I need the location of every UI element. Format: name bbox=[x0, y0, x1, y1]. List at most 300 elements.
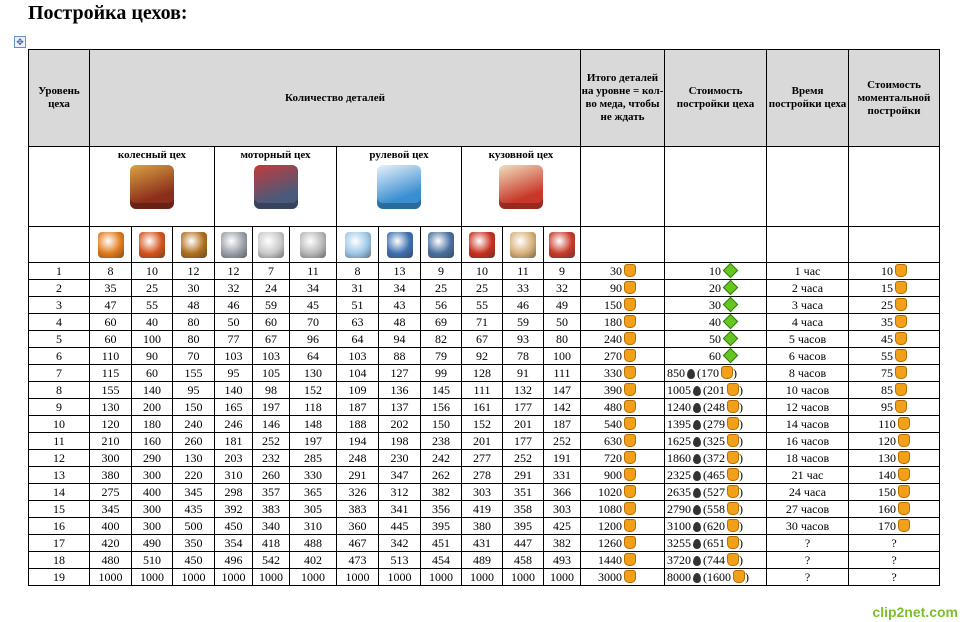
part-count-cell: 513 bbox=[379, 552, 421, 569]
honey-icon bbox=[727, 502, 739, 515]
paren-open: ( bbox=[703, 501, 707, 516]
total-cell bbox=[581, 552, 665, 569]
part-count-cell: 50 bbox=[544, 314, 581, 331]
table-row bbox=[29, 467, 940, 484]
total-value: 630 bbox=[604, 433, 622, 448]
workshop-cell bbox=[462, 147, 581, 227]
part-count-cell: 197 bbox=[253, 399, 290, 416]
part-count-cell: 300 bbox=[132, 467, 173, 484]
part-count-cell: 242 bbox=[421, 450, 462, 467]
honey-icon bbox=[733, 570, 745, 583]
paren-open: ( bbox=[703, 399, 707, 414]
part-count-cell: 1000 bbox=[462, 569, 503, 586]
level-cell: 13 bbox=[29, 467, 90, 484]
watermark: clip2net.com bbox=[872, 604, 958, 620]
cost-cell bbox=[665, 518, 767, 535]
part-count-cell: 98 bbox=[253, 382, 290, 399]
part-icon-cell bbox=[337, 227, 379, 263]
part-count-cell: 35 bbox=[90, 280, 132, 297]
page-title: Постройка цехов: bbox=[28, 2, 188, 24]
part-count-cell: 90 bbox=[132, 348, 173, 365]
table-row bbox=[29, 382, 940, 399]
level-cell: 14 bbox=[29, 484, 90, 501]
part-count-cell: 109 bbox=[337, 382, 379, 399]
part-count-cell: 32 bbox=[544, 280, 581, 297]
part-count-cell: 252 bbox=[503, 450, 544, 467]
part-count-cell: 425 bbox=[544, 518, 581, 535]
part-count-cell: 392 bbox=[215, 501, 253, 518]
paren-open: ( bbox=[703, 569, 707, 584]
oil-drop-icon bbox=[693, 471, 701, 481]
part-count-cell: 152 bbox=[462, 416, 503, 433]
total-value: 30 bbox=[610, 263, 622, 278]
instant-cell bbox=[849, 297, 940, 314]
bucket-part-icon bbox=[549, 232, 575, 258]
part-icon-cell bbox=[421, 227, 462, 263]
part-count-cell: 210 bbox=[90, 433, 132, 450]
empty-cell bbox=[767, 227, 849, 263]
part-count-cell: 146 bbox=[253, 416, 290, 433]
gem-icon bbox=[723, 262, 739, 278]
honey-icon bbox=[624, 468, 636, 481]
part-count-cell: 64 bbox=[290, 348, 337, 365]
oil-drop-icon bbox=[693, 522, 701, 532]
part-count-cell: 100 bbox=[544, 348, 581, 365]
part-count-cell: 341 bbox=[379, 501, 421, 518]
total-header: Итого деталей на уровне = кол-во меда, чтобы не ждать bbox=[581, 50, 665, 147]
part-count-cell: 1000 bbox=[215, 569, 253, 586]
part-icon-cell bbox=[462, 227, 503, 263]
part-count-cell: 32 bbox=[215, 280, 253, 297]
instant-value: ? bbox=[891, 569, 897, 584]
part-count-cell: 489 bbox=[462, 552, 503, 569]
part-count-cell: 34 bbox=[379, 280, 421, 297]
part-count-cell: 1000 bbox=[544, 569, 581, 586]
part-count-cell: 275 bbox=[90, 484, 132, 501]
wheel-workshop-icon bbox=[130, 165, 174, 209]
part-count-cell: 201 bbox=[503, 416, 544, 433]
part-count-cell: 200 bbox=[132, 399, 173, 416]
part-count-cell: 303 bbox=[544, 501, 581, 518]
part-count-cell: 136 bbox=[379, 382, 421, 399]
honey-icon bbox=[624, 434, 636, 447]
part-count-cell: 110 bbox=[90, 348, 132, 365]
part-count-cell: 490 bbox=[132, 535, 173, 552]
part-count-cell: 25 bbox=[462, 280, 503, 297]
part-count-cell: 291 bbox=[503, 467, 544, 484]
part-count-cell: 187 bbox=[544, 416, 581, 433]
paren-open: ( bbox=[703, 450, 707, 465]
part-count-cell: 142 bbox=[544, 399, 581, 416]
instant-cell bbox=[849, 314, 940, 331]
oil-drop-icon bbox=[693, 420, 701, 430]
part-count-cell: 402 bbox=[290, 552, 337, 569]
table-row bbox=[29, 331, 940, 348]
level-cell: 9 bbox=[29, 399, 90, 416]
part-count-cell: 111 bbox=[544, 365, 581, 382]
cost-value: 1860 bbox=[667, 450, 691, 465]
part-count-cell: 64 bbox=[337, 331, 379, 348]
part-count-cell: 300 bbox=[90, 450, 132, 467]
part-count-cell: 480 bbox=[90, 552, 132, 569]
part-count-cell: 1000 bbox=[421, 569, 462, 586]
part-count-cell: 127 bbox=[379, 365, 421, 382]
total-value: 1200 bbox=[598, 518, 622, 533]
cost-value: 1240 bbox=[667, 399, 691, 414]
part-count-cell: 148 bbox=[290, 416, 337, 433]
part-count-cell: 1000 bbox=[173, 569, 215, 586]
part-count-cell: 542 bbox=[253, 552, 290, 569]
part-count-cell: 278 bbox=[462, 467, 503, 484]
part-count-cell: 201 bbox=[462, 433, 503, 450]
table-move-handle-icon[interactable]: ✥ bbox=[14, 36, 26, 48]
brick-part-icon bbox=[469, 232, 495, 258]
instant-value: 110 bbox=[878, 416, 896, 431]
table-row bbox=[29, 416, 940, 433]
paren-close: ) bbox=[739, 416, 743, 431]
honey-icon bbox=[898, 468, 910, 481]
part-count-cell: 181 bbox=[215, 433, 253, 450]
workshop-name: кузовной цех bbox=[488, 148, 554, 161]
part-count-cell: 380 bbox=[462, 518, 503, 535]
part-count-cell: 310 bbox=[215, 467, 253, 484]
part-count-cell: 105 bbox=[253, 365, 290, 382]
part-count-cell: 400 bbox=[90, 518, 132, 535]
total-cell bbox=[581, 297, 665, 314]
part-count-cell: 7 bbox=[253, 263, 290, 280]
part-count-cell: 454 bbox=[421, 552, 462, 569]
honey-icon bbox=[624, 553, 636, 566]
honey-icon bbox=[727, 553, 739, 566]
part-count-cell: 49 bbox=[544, 297, 581, 314]
part-count-cell: 240 bbox=[173, 416, 215, 433]
part-count-cell: 50 bbox=[215, 314, 253, 331]
workshop-name: рулевой цех bbox=[369, 148, 429, 161]
part-count-cell: 1000 bbox=[290, 569, 337, 586]
honey-value: 558 bbox=[707, 501, 725, 516]
table-row bbox=[29, 569, 940, 586]
part-count-cell: 383 bbox=[337, 501, 379, 518]
cost-cell bbox=[665, 433, 767, 450]
oil-drop-icon bbox=[693, 488, 701, 498]
total-cell bbox=[581, 331, 665, 348]
part-count-cell: 95 bbox=[215, 365, 253, 382]
level-cell: 4 bbox=[29, 314, 90, 331]
time-cell: 10 часов bbox=[767, 382, 849, 399]
part-count-cell: 80 bbox=[173, 331, 215, 348]
empty-cell bbox=[849, 227, 940, 263]
instant-cell bbox=[849, 365, 940, 382]
honey-icon bbox=[624, 536, 636, 549]
part-count-cell: 488 bbox=[290, 535, 337, 552]
paren-close: ) bbox=[745, 569, 749, 584]
total-value: 90 bbox=[610, 280, 622, 295]
paren-close: ) bbox=[739, 467, 743, 482]
paren-open: ( bbox=[703, 518, 707, 533]
table-row bbox=[29, 518, 940, 535]
time-cell: 5 часов bbox=[767, 331, 849, 348]
instant-value: 15 bbox=[881, 280, 893, 295]
total-value: 1260 bbox=[598, 535, 622, 550]
part-count-cell: 395 bbox=[503, 518, 544, 535]
total-cell bbox=[581, 501, 665, 518]
level-cell: 16 bbox=[29, 518, 90, 535]
part-count-cell: 246 bbox=[215, 416, 253, 433]
part-count-cell: 100 bbox=[132, 331, 173, 348]
honey-icon bbox=[624, 417, 636, 430]
honey-icon bbox=[898, 434, 910, 447]
part-count-cell: 473 bbox=[337, 552, 379, 569]
total-cell bbox=[581, 399, 665, 416]
part-count-cell: 382 bbox=[544, 535, 581, 552]
part-count-cell: 1000 bbox=[253, 569, 290, 586]
time-cell: 24 часа bbox=[767, 484, 849, 501]
time-cell: 2 часа bbox=[767, 280, 849, 297]
body-workshop-icon bbox=[499, 165, 543, 209]
cost-value: 1005 bbox=[667, 382, 691, 397]
instant-value: 160 bbox=[878, 501, 896, 516]
total-value: 1020 bbox=[598, 484, 622, 499]
gem-icon bbox=[723, 313, 739, 329]
part-count-cell: 128 bbox=[462, 365, 503, 382]
paren-open: ( bbox=[703, 467, 707, 482]
honey-icon bbox=[624, 400, 636, 413]
part-count-cell: 232 bbox=[253, 450, 290, 467]
part-count-cell: 356 bbox=[421, 501, 462, 518]
part-count-cell: 203 bbox=[215, 450, 253, 467]
part-count-cell: 260 bbox=[253, 467, 290, 484]
level-cell: 5 bbox=[29, 331, 90, 348]
honey-icon bbox=[624, 502, 636, 515]
part-count-cell: 91 bbox=[503, 365, 544, 382]
part-count-cell: 67 bbox=[462, 331, 503, 348]
instant-cell bbox=[849, 331, 940, 348]
honey-icon bbox=[895, 315, 907, 328]
level-cell: 15 bbox=[29, 501, 90, 518]
cost-value: 20 bbox=[709, 280, 721, 295]
part-icon-cell bbox=[90, 227, 132, 263]
instant-value: ? bbox=[891, 535, 897, 550]
paren-close: ) bbox=[739, 450, 743, 465]
honey-icon bbox=[727, 536, 739, 549]
part-count-cell: 340 bbox=[253, 518, 290, 535]
cost-cell bbox=[665, 263, 767, 280]
part-count-cell: 67 bbox=[253, 331, 290, 348]
time-cell: 21 час bbox=[767, 467, 849, 484]
part-count-cell: 291 bbox=[337, 467, 379, 484]
part-count-cell: 1000 bbox=[132, 569, 173, 586]
cost-cell bbox=[665, 501, 767, 518]
part-count-cell: 24 bbox=[253, 280, 290, 297]
total-cell bbox=[581, 569, 665, 586]
part-count-cell: 34 bbox=[290, 280, 337, 297]
part-count-cell: 191 bbox=[544, 450, 581, 467]
part-count-cell: 130 bbox=[173, 450, 215, 467]
part-count-cell: 155 bbox=[173, 365, 215, 382]
part-count-cell: 55 bbox=[132, 297, 173, 314]
table-row bbox=[29, 263, 940, 280]
level-header: Уровень цеха bbox=[29, 50, 90, 147]
honey-value: 651 bbox=[707, 535, 725, 550]
instant-value: 150 bbox=[878, 484, 896, 499]
empty-cell bbox=[849, 147, 940, 227]
part-count-cell: 11 bbox=[290, 263, 337, 280]
bolt-part-icon bbox=[221, 232, 247, 258]
paren-close: ) bbox=[739, 382, 743, 397]
honey-icon bbox=[898, 519, 910, 532]
total-cell bbox=[581, 280, 665, 297]
part-count-cell: 70 bbox=[290, 314, 337, 331]
part-count-cell: 354 bbox=[215, 535, 253, 552]
instant-cell bbox=[849, 535, 940, 552]
part-count-cell: 445 bbox=[379, 518, 421, 535]
part-count-cell: 447 bbox=[503, 535, 544, 552]
paren-close: ) bbox=[733, 365, 737, 380]
part-count-cell: 155 bbox=[90, 382, 132, 399]
instant-value: 25 bbox=[881, 297, 893, 312]
cost-value: 60 bbox=[709, 348, 721, 363]
total-value: 1080 bbox=[598, 501, 622, 516]
honey-icon bbox=[727, 434, 739, 447]
part-count-cell: 197 bbox=[290, 433, 337, 450]
part-count-cell: 120 bbox=[90, 416, 132, 433]
part-icon-cell bbox=[173, 227, 215, 263]
instant-cell bbox=[849, 399, 940, 416]
paren-close: ) bbox=[739, 552, 743, 567]
instant-value: 170 bbox=[878, 518, 896, 533]
cost-value: 8000 bbox=[667, 569, 691, 584]
part-count-cell: 140 bbox=[132, 382, 173, 399]
part-count-cell: 360 bbox=[337, 518, 379, 535]
instant-value: 35 bbox=[881, 314, 893, 329]
honey-icon bbox=[895, 400, 907, 413]
oil-drop-icon bbox=[693, 539, 701, 549]
part-count-cell: 30 bbox=[173, 280, 215, 297]
part-count-cell: 10 bbox=[462, 263, 503, 280]
table-row bbox=[29, 314, 940, 331]
part-count-cell: 298 bbox=[215, 484, 253, 501]
level-cell: 18 bbox=[29, 552, 90, 569]
part-count-cell: 115 bbox=[90, 365, 132, 382]
honey-icon bbox=[624, 315, 636, 328]
cost-value: 1395 bbox=[667, 416, 691, 431]
part-count-cell: 496 bbox=[215, 552, 253, 569]
paren-close: ) bbox=[739, 518, 743, 533]
cost-value: 1625 bbox=[667, 433, 691, 448]
workshop-name: колесный цех bbox=[117, 148, 187, 161]
parts-header: Количество деталей bbox=[90, 50, 581, 147]
empty-cell bbox=[767, 147, 849, 227]
part-count-cell: 238 bbox=[421, 433, 462, 450]
part-count-cell: 365 bbox=[290, 484, 337, 501]
part-icon-cell bbox=[253, 227, 290, 263]
part-count-cell: 103 bbox=[215, 348, 253, 365]
part-count-cell: 137 bbox=[379, 399, 421, 416]
honey-value: 325 bbox=[707, 433, 725, 448]
cost-cell bbox=[665, 280, 767, 297]
part-count-cell: 8 bbox=[90, 263, 132, 280]
total-value: 240 bbox=[604, 331, 622, 346]
paren-close: ) bbox=[739, 399, 743, 414]
part-count-cell: 150 bbox=[421, 416, 462, 433]
level-cell: 3 bbox=[29, 297, 90, 314]
honey-icon bbox=[624, 349, 636, 362]
part-count-cell: 12 bbox=[215, 263, 253, 280]
time-cell: 30 часов bbox=[767, 518, 849, 535]
part-count-cell: 248 bbox=[337, 450, 379, 467]
total-cell bbox=[581, 484, 665, 501]
cost-value: 50 bbox=[709, 331, 721, 346]
time-header: Время постройки цеха bbox=[767, 50, 849, 147]
total-cell bbox=[581, 433, 665, 450]
part-count-cell: 188 bbox=[337, 416, 379, 433]
paren-close: ) bbox=[739, 433, 743, 448]
part-count-cell: 9 bbox=[544, 263, 581, 280]
part-count-cell: 60 bbox=[90, 314, 132, 331]
part-count-cell: 220 bbox=[173, 467, 215, 484]
part-count-cell: 252 bbox=[544, 433, 581, 450]
total-value: 480 bbox=[604, 399, 622, 414]
honey-icon bbox=[727, 519, 739, 532]
part-count-cell: 510 bbox=[132, 552, 173, 569]
cost-value: 2790 bbox=[667, 501, 691, 516]
part-count-cell: 55 bbox=[462, 297, 503, 314]
part-count-cell: 187 bbox=[337, 399, 379, 416]
part-count-cell: 40 bbox=[132, 314, 173, 331]
part-count-cell: 262 bbox=[421, 467, 462, 484]
honey-icon bbox=[624, 298, 636, 311]
honey-icon bbox=[898, 417, 910, 430]
level-cell: 8 bbox=[29, 382, 90, 399]
part-count-cell: 450 bbox=[215, 518, 253, 535]
cost-cell bbox=[665, 450, 767, 467]
part-count-cell: 493 bbox=[544, 552, 581, 569]
part-count-cell: 252 bbox=[253, 433, 290, 450]
cost-cell bbox=[665, 467, 767, 484]
part-icon-cell bbox=[132, 227, 173, 263]
part-icon-cell bbox=[215, 227, 253, 263]
cost-cell bbox=[665, 331, 767, 348]
honey-icon bbox=[727, 417, 739, 430]
cost-value: 2635 bbox=[667, 484, 691, 499]
table-row bbox=[29, 297, 940, 314]
part-count-cell: 458 bbox=[503, 552, 544, 569]
part-count-cell: 330 bbox=[290, 467, 337, 484]
table-row bbox=[29, 501, 940, 518]
empty-cell bbox=[665, 227, 767, 263]
time-cell: 16 часов bbox=[767, 433, 849, 450]
honey-icon bbox=[727, 468, 739, 481]
cost-value: 3100 bbox=[667, 518, 691, 533]
level-cell: 7 bbox=[29, 365, 90, 382]
cost-value: 850 bbox=[667, 365, 685, 380]
part-count-cell: 132 bbox=[503, 382, 544, 399]
instant-cell bbox=[849, 467, 940, 484]
honey-value: 465 bbox=[707, 467, 725, 482]
paren-close: ) bbox=[739, 501, 743, 516]
part-count-cell: 395 bbox=[421, 518, 462, 535]
part-count-cell: 51 bbox=[337, 297, 379, 314]
instant-cell bbox=[849, 484, 940, 501]
part-count-cell: 33 bbox=[503, 280, 544, 297]
level-cell: 17 bbox=[29, 535, 90, 552]
instant-value: ? bbox=[891, 552, 897, 567]
instant-cell bbox=[849, 280, 940, 297]
honey-icon bbox=[898, 502, 910, 515]
table-row bbox=[29, 484, 940, 501]
part-count-cell: 11 bbox=[503, 263, 544, 280]
table-row bbox=[29, 433, 940, 450]
